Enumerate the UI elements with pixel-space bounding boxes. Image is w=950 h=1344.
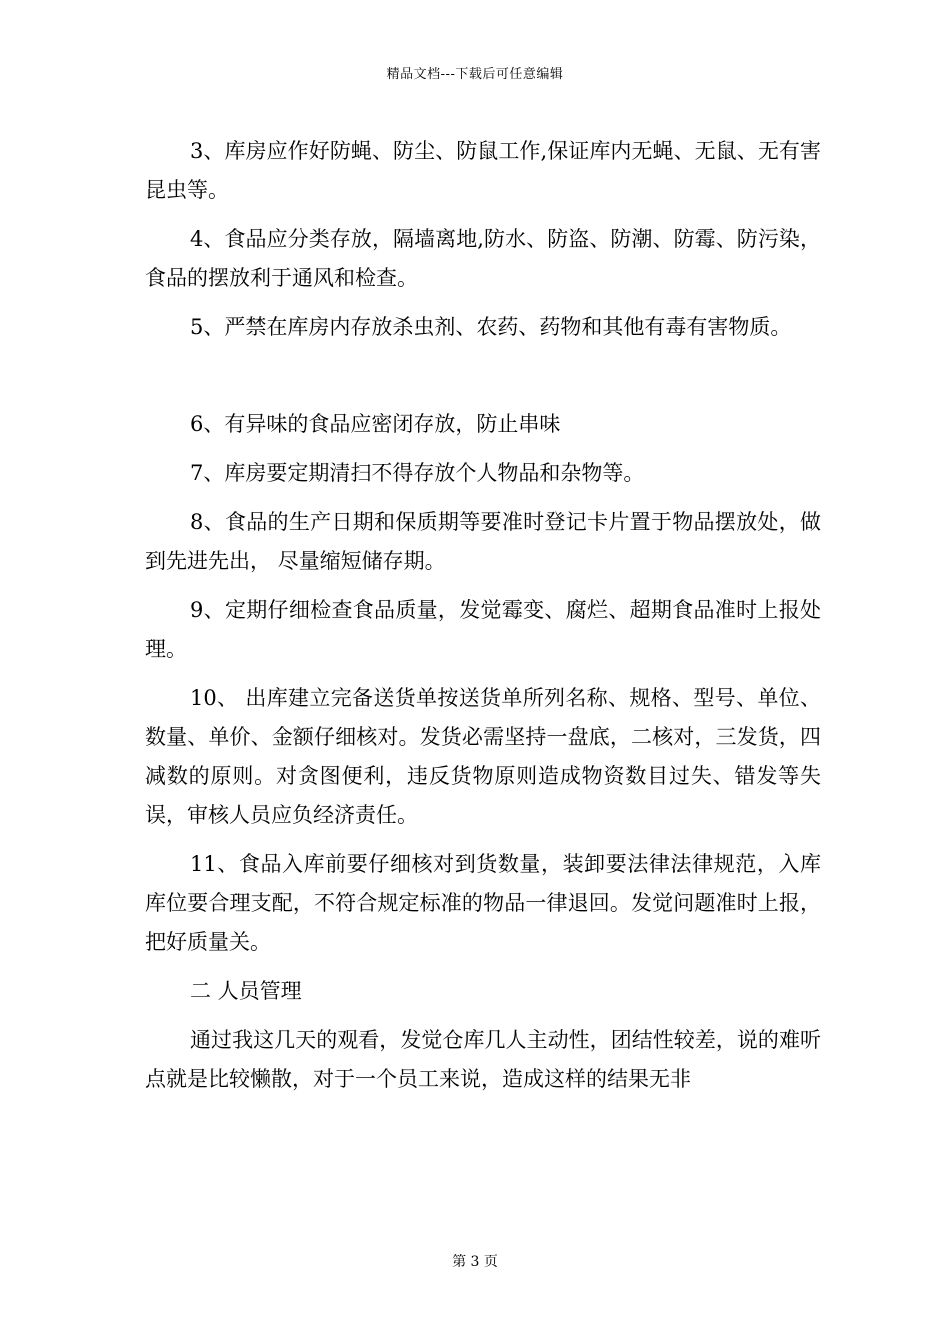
paragraph-observation: 通过我这几天的观看，发觉仓库几人主动性，团结性较差，说的难听点就是比较懒散，对于一个员工来说，造成这样的结果无非 [145,1028,821,1091]
section-heading-personnel: 二 人员管理 [190,979,302,1003]
page-number: 第 3 页 [452,1254,498,1270]
paragraph-item-9: 9、定期仔细检查食品质量，发觉霉变、腐烂、超期食品准时上报处理。 [145,598,821,661]
paragraph-item-6: 6、有异味的食品应密闭存放，防止串味 [190,412,561,436]
document-body [145,132,821,1109]
paragraph-item-10: 10、 出库建立完备送货单按送货单所列名称、规格、型号、单位、数量、单价、金额仔细核对。发货必需坚持一盘底，二核对，三发货，四减数的原则。对贪图便利，违反货物原则造成物资数目过失、错发等失误，审核人员应负经济责任。 [145,686,821,827]
paragraph-item-5: 5、严禁在库房内存放杀虫剂、农药、药物和其他有毒有害物质。 [190,315,792,339]
paragraph-item-7: 7、库房要定期清扫不得存放个人物品和杂物等。 [190,461,645,485]
paragraph-item-8: 8、食品的生产日期和保质期等要准时登记卡片置于物品摆放处，做到先进先出， 尽量缩短储存期。 [145,510,821,573]
paragraph-item-11: 11、食品入库前要仔细核对到货数量，装卸要法律法律规范，入库库位要合理支配，不符合规定标准的物品一律退回。发觉问题准时上报，把好质量关。 [145,852,821,954]
page-header: 精品文档---下载后可任意编辑 [386,67,564,82]
paragraph-item-4: 4、食品应分类存放，隔墙离地,防水、防盗、防潮、防霉、防污染，食品的摆放利于通风和检查。 [145,227,821,290]
paragraph-item-3: 3、库房应作好防蝇、防尘、防鼠工作,保证库内无蝇、无鼠、无有害昆虫等。 [145,139,821,202]
